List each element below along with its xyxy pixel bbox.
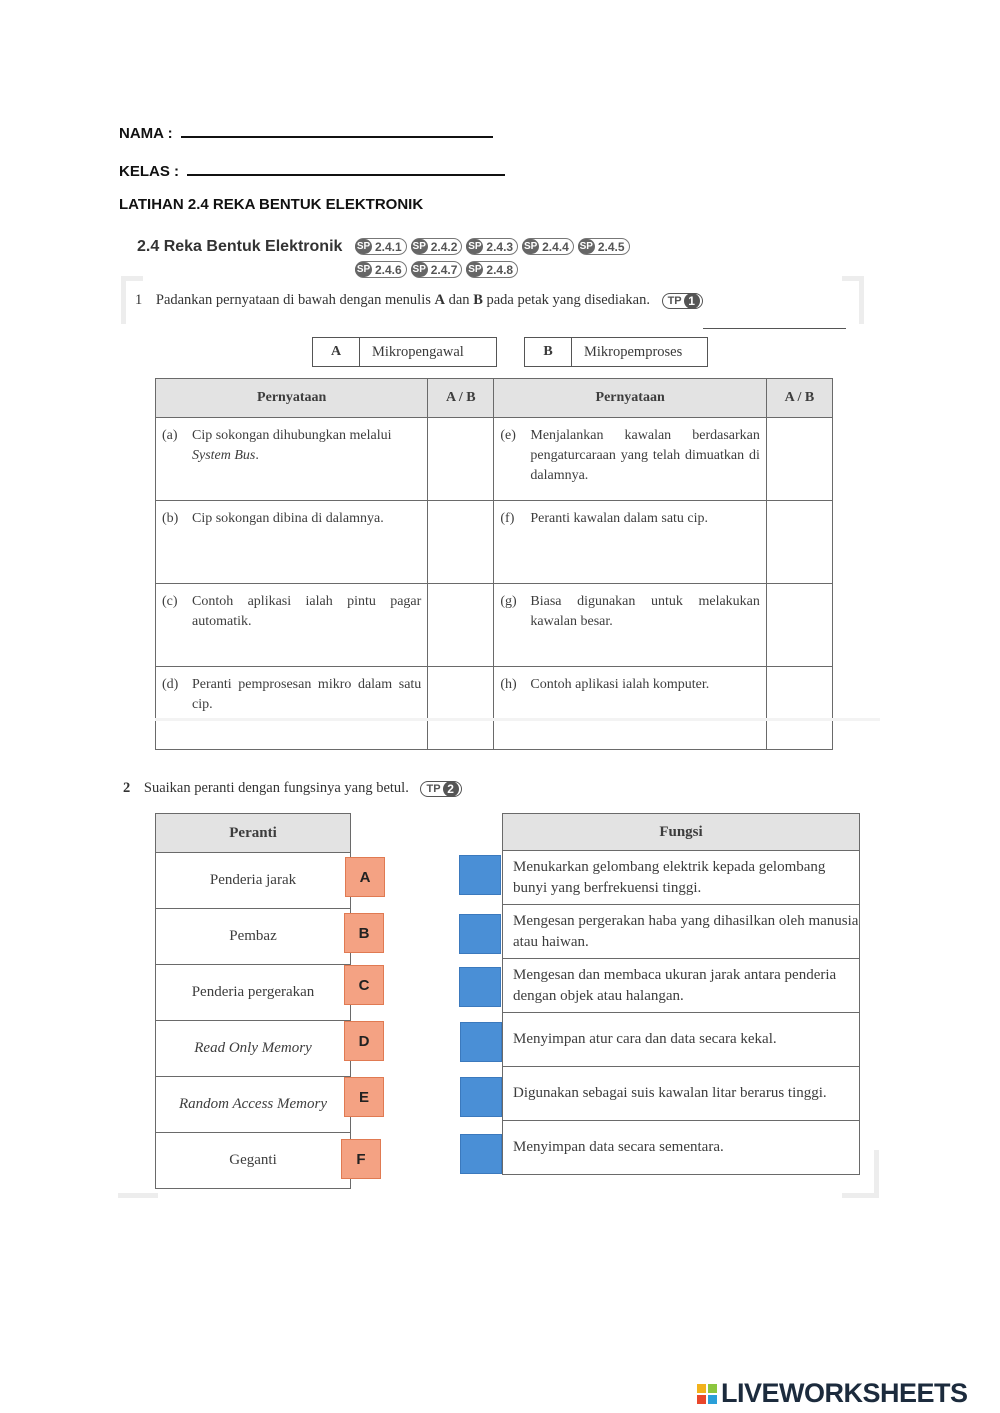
nama-blank-line[interactable] — [181, 120, 493, 138]
table-row — [156, 418, 833, 501]
function-text: Mengesan dan membaca ukuran jarak antara penderia dengan objek atau halangan. — [503, 959, 860, 1013]
frame-corner — [842, 1193, 878, 1198]
answer-cell[interactable] — [428, 501, 494, 584]
table-row — [503, 851, 860, 905]
device-name: Random Access Memory — [156, 1077, 351, 1133]
sp-tag: SP — [523, 241, 538, 252]
statement-cell — [494, 418, 767, 501]
legend-a — [312, 337, 497, 367]
q2-number: 2 — [123, 780, 131, 796]
sp-codes-row1 — [355, 238, 634, 255]
sp-code-badge — [355, 261, 407, 278]
legend-a-value: Mikropengawal — [372, 343, 464, 360]
col-header-answer: A / B — [766, 379, 832, 418]
statement-text-main: Cip sokongan dihubungkan melalui — [192, 428, 392, 443]
answer-cell[interactable] — [428, 418, 494, 501]
legend-b-key: B — [525, 338, 572, 366]
table-row — [156, 667, 833, 750]
statement-italic: System Bus — [192, 448, 256, 463]
nama-row — [119, 120, 493, 142]
sp-code: 2.4.2 — [430, 239, 458, 254]
answer-drop-slot[interactable] — [460, 1077, 502, 1117]
table-row — [156, 584, 833, 667]
q2-text: Suaikan peranti dengan fungsinya yang betul. — [143, 780, 409, 796]
sp-code: 2.4.3 — [486, 239, 514, 254]
section-title: 2.4 Reka Bentuk Elektronik — [137, 238, 343, 255]
function-text: Menyimpan data secara sementara. — [503, 1121, 860, 1175]
answer-cell[interactable] — [766, 418, 832, 501]
legend-b — [524, 337, 708, 367]
frame-corner — [121, 276, 126, 324]
device-header: Peranti — [156, 814, 351, 853]
q1-instruction — [135, 292, 703, 309]
statement-cell — [494, 501, 767, 584]
divider — [155, 718, 880, 721]
table-row — [503, 1067, 860, 1121]
sp-tag: SP — [412, 241, 426, 252]
statement-label: (e) — [500, 428, 516, 443]
sp-code-badge — [522, 238, 574, 255]
answer-drop-slot[interactable] — [459, 914, 501, 954]
statement-label: (d) — [162, 677, 179, 692]
table-row — [156, 501, 833, 584]
device-name: Penderia pergerakan — [156, 965, 351, 1021]
sp-code-badge — [466, 238, 518, 255]
function-text: Menukarkan gelombang elektrik kepada gelombang bunyi yang berfrekuensi tinggi. — [503, 851, 860, 905]
device-name: Pembaz — [156, 909, 351, 965]
frame-corner — [859, 276, 864, 324]
sp-code-badge — [355, 238, 407, 255]
function-header: Fungsi — [503, 814, 860, 851]
q1-text-post: pada petak yang disediakan. — [482, 292, 650, 308]
statement-text: Cip sokongan dibina di dalamnya. — [192, 511, 384, 526]
sp-tag: SP — [412, 264, 426, 275]
device-name: Penderia jarak — [156, 853, 351, 909]
q1-header-row — [156, 379, 833, 418]
letter-box-f[interactable]: F — [341, 1139, 381, 1179]
statement-text — [192, 426, 421, 466]
kelas-label: KELAS : — [119, 163, 179, 180]
device-name: Geganti — [156, 1133, 351, 1189]
letter-box-c[interactable]: C — [344, 965, 384, 1005]
statement-cell — [156, 418, 428, 501]
statement-label: (g) — [500, 594, 517, 609]
sp-code: 2.4.4 — [542, 239, 569, 254]
nama-label: NAMA : — [119, 125, 173, 142]
answer-drop-slot[interactable] — [460, 1022, 502, 1062]
col-header-statement: Pernyataan — [156, 379, 428, 418]
q1-text-mid: dan — [445, 292, 474, 308]
tp-level: 1 — [684, 293, 700, 309]
sp-code: 2.4.1 — [375, 239, 402, 254]
table-row — [503, 1121, 860, 1175]
sp-code: 2.4.7 — [430, 262, 458, 277]
sp-tag: SP — [579, 241, 593, 252]
statement-text: Contoh aplikasi ialah komputer. — [530, 677, 710, 692]
q1-table — [155, 378, 833, 750]
q1-text-b: B — [473, 292, 483, 308]
statement-cell — [156, 584, 428, 667]
tp-badge — [420, 781, 461, 797]
brand-name: LIVEWORKSHEETS — [721, 1378, 968, 1408]
sp-tag: SP — [468, 264, 482, 275]
table-row — [156, 1133, 351, 1189]
sp-tag: SP — [356, 241, 371, 252]
statement-label: (c) — [162, 594, 178, 609]
statement-cell — [156, 501, 428, 584]
statement-cell — [494, 667, 767, 750]
table-row — [156, 1077, 351, 1133]
device-name: Read Only Memory — [156, 1021, 351, 1077]
letter-box-b[interactable]: B — [344, 913, 384, 953]
tp-label: TP — [667, 294, 682, 307]
sp-codes-row2 — [355, 261, 522, 278]
device-table — [155, 813, 351, 1189]
sp-code: 2.4.5 — [597, 239, 625, 254]
kelas-row — [119, 158, 505, 180]
exercise-title: LATIHAN 2.4 REKA BENTUK ELEKTRONIK — [119, 196, 424, 213]
table-row — [156, 909, 351, 965]
statement-text-after: . — [255, 448, 259, 463]
sp-code-badge — [578, 238, 630, 255]
sp-code-badge — [466, 261, 518, 278]
statement-text: Menjalankan kawalan berdasarkan pengaturcaraan yang telah dimuatkan di dalamnya. — [530, 428, 760, 483]
q2-instruction — [123, 780, 462, 797]
statement-text: Peranti kawalan dalam satu cip. — [530, 511, 709, 526]
sp-tag: SP — [356, 264, 371, 275]
legend-b-value: Mikropemproses — [584, 343, 683, 360]
table-row — [503, 1013, 860, 1067]
table-row — [156, 853, 351, 909]
sp-code: 2.4.8 — [486, 262, 514, 277]
function-text: Digunakan sebagai suis kawalan litar berarus tinggi. — [503, 1067, 860, 1121]
sp-code-badge — [411, 238, 463, 255]
sp-code: 2.4.6 — [375, 262, 402, 277]
answer-drop-slot[interactable] — [460, 1134, 502, 1174]
answer-drop-slot[interactable] — [459, 855, 501, 895]
function-table — [502, 813, 860, 1175]
statement-text: Biasa digunakan untuk melakukan kawalan besar. — [530, 594, 760, 629]
statement-text: Contoh aplikasi ialah pintu pagar automatik. — [192, 594, 422, 629]
table-row — [503, 959, 860, 1013]
frame-corner — [874, 1150, 879, 1198]
statement-label: (b) — [162, 511, 179, 526]
col-header-statement: Pernyataan — [494, 379, 767, 418]
frame-corner — [118, 1193, 158, 1198]
statement-label: (h) — [500, 677, 517, 692]
function-text: Menyimpan atur cara dan data secara kekal. — [503, 1013, 860, 1067]
table-row — [156, 965, 351, 1021]
col-header-answer: A / B — [428, 379, 494, 418]
table-row — [156, 1021, 351, 1077]
answer-cell[interactable] — [766, 667, 832, 750]
answer-cell[interactable] — [766, 501, 832, 584]
answer-cell[interactable] — [428, 667, 494, 750]
statement-cell — [156, 667, 428, 750]
letter-box-e[interactable]: E — [344, 1077, 384, 1117]
q1-number: 1 — [135, 292, 143, 308]
answer-drop-slot[interactable] — [459, 967, 501, 1007]
sp-code-badge — [411, 261, 463, 278]
tp-label: TP — [426, 782, 441, 795]
q1-underline — [703, 328, 846, 329]
statement-text: Peranti pemprosesan mikro dalam satu cip. — [192, 677, 422, 712]
answer-cell[interactable] — [766, 584, 832, 667]
answer-cell[interactable] — [428, 584, 494, 667]
letter-box-a[interactable]: A — [345, 857, 385, 897]
legend-a-key: A — [313, 338, 360, 366]
sp-tag: SP — [468, 241, 482, 252]
statement-cell — [494, 584, 767, 667]
tp-level: 2 — [443, 781, 459, 797]
tp-badge — [662, 293, 703, 309]
letter-box-d[interactable]: D — [344, 1021, 384, 1061]
table-row — [503, 905, 860, 959]
function-text: Mengesan pergerakan haba yang dihasilkan oleh manusia atau haiwan. — [503, 905, 860, 959]
q1-text-a: A — [434, 292, 445, 308]
logo-icon — [697, 1384, 717, 1404]
kelas-blank-line[interactable] — [187, 158, 505, 176]
statement-label: (a) — [162, 428, 178, 443]
statement-label: (f) — [500, 511, 515, 526]
q1-text-pre: Padankan pernyataan di bawah dengan menulis — [155, 292, 435, 308]
liveworksheets-logo — [697, 1378, 968, 1409]
